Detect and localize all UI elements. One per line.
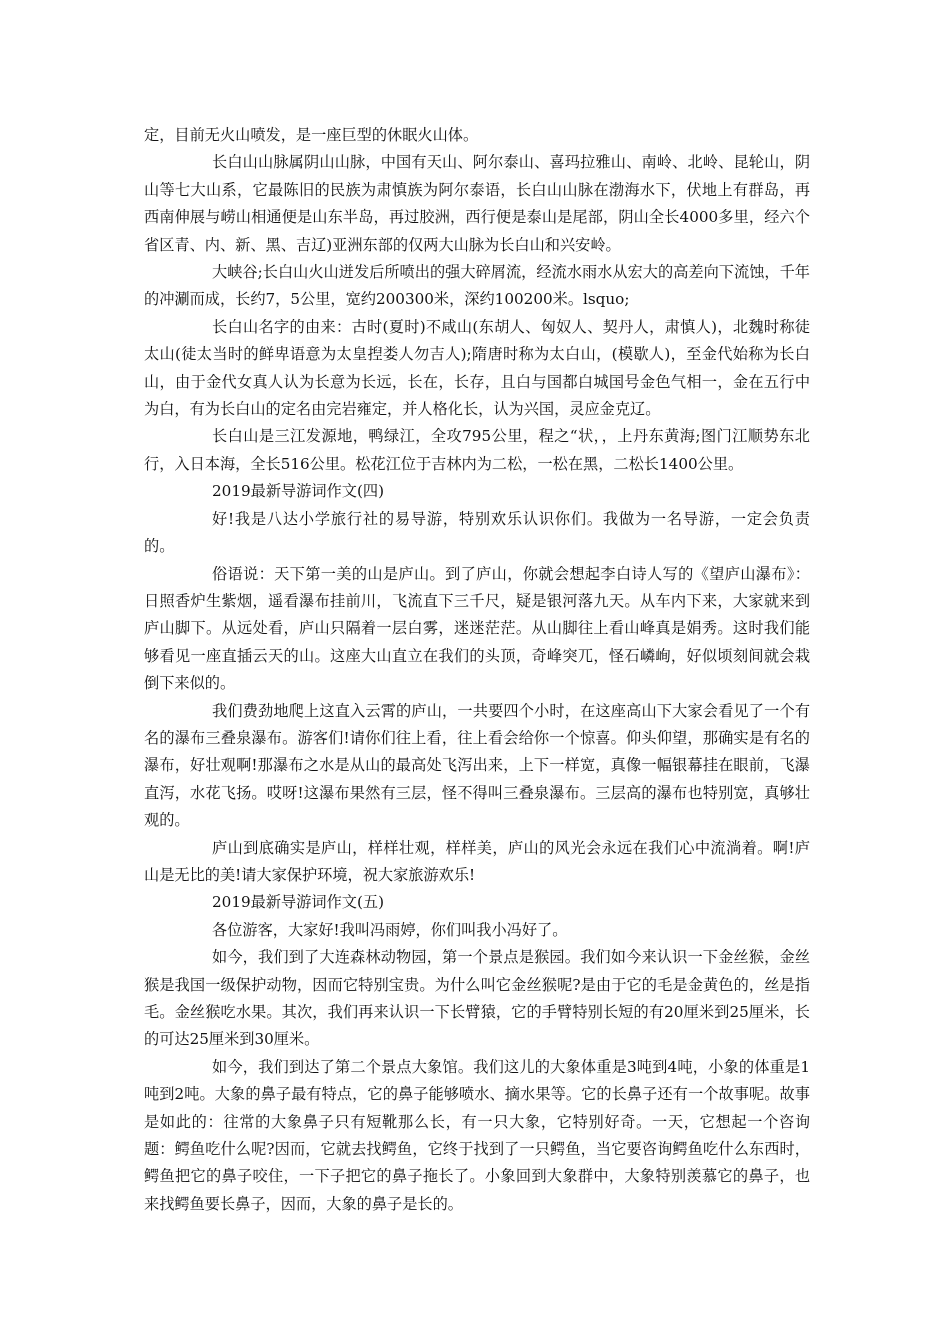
- paragraph-guide-greeting: 好!我是八达小学旅行社的易导游，特别欢乐认识你们。我做为一名导游，一定会负责的。: [144, 509, 810, 556]
- paragraph-elephant-hall: 如今，我们到达了第二个景点大象馆。我们这儿的大象体重是3吨到4吨，小象的体重是1吨到2吨。大象的鼻子最有特点，它的鼻子能够喷水、摘水果等。它的长鼻子还有一个故事呢。故事是如此的：往常的大象鼻子只有短靴那么长，有一只大象，它特别好奇。一天，它想起一个咨询题：鳄鱼吃什么呢?因而，它就去找鳄鱼，它终于找到了一只鳄鱼，当它要咨询鳄鱼吃什么东西时，鳄鱼把它的鼻子咬住，一下子把它的鼻子拖长了。小象回到大象群中，大象特别羡慕它的鼻子，也来找鳄鱼要长鼻子，因而，大象的鼻子是长的。: [144, 1057, 810, 1213]
- document-body: [144, 122, 810, 1218]
- paragraph-three-rivers: 长白山是三江发源地，鸭绿江，全攻795公里，程之“状，，上丹东黄海;图门江顺势东北行，入日本海，全长516公里。松花江位于吉林内为二松，一松在黑，二松长1400公里。: [144, 427, 810, 473]
- paragraph-volcano-dormant: 定，目前无火山喷发，是一座巨型的休眠火山体。: [144, 126, 479, 144]
- paragraph-monkey-garden: 如今，我们到了大连森林动物园，第一个景点是猴园。我们如今来认识一下金丝猴，金丝猴是我国一级保护动物，因而它特别宝贵。为什么叫它金丝猴呢?是由于它的毛是金黄色的，丝是指毛。金丝猴吃水果。其次，我们再来认识一下长臂猿，它的手臂特别长短的有20厘米到25厘米，长的可达25厘米到30厘米。: [144, 948, 810, 1049]
- paragraph-lushan-closing: 庐山到底确实是庐山，样样壮观，样样美，庐山的风光会永远在我们心中流淌着。啊!庐山是无比的美!请大家保护环境，祝大家旅游欢乐!: [144, 838, 810, 884]
- section-heading-four: 2019最新导游词作文(四): [212, 482, 385, 501]
- paragraph-waterfall: 我们费劲地爬上这直入云霄的庐山，一共要四个小时，在这座高山下大家会看见了一个有名的瀑布三叠泉瀑布。游客们!请你们往上看，往上看会给你一个惊喜。仰头仰望，那确实是有名的瀑布，好壮观啊!那瀑布之水是从山的最高处飞泻出来，上下一样宽，真像一幅银幕挂在眼前，飞瀑直泻，水花飞扬。哎呀!这瀑布果然有三层，怪不得叫三叠泉瀑布。三层高的瀑布也特别宽，真够壮观的。: [144, 701, 810, 830]
- paragraph-mountain-ranges: 长白山山脉属阴山山脉，中国有天山、阿尔泰山、喜玛拉雅山、南岭、北岭、昆轮山，阴山等七大山系，它最陈旧的民族为肃慎族为阿尔泰语，长白山山脉在渤海水下，伏地上有群岛，再西南伸展与崂山相通便是山东半岛，再过胶洲，西行便是泰山是尾部，阴山全长4000多里，经六个省区青、内、新、黑、吉辽)亚洲东部的仅两大山脉为长白山和兴安岭。: [144, 153, 810, 254]
- paragraph-grand-canyon: 大峡谷;长白山火山迸发后所喷出的强大碎屑流，经流水雨水从宏大的高差向下流蚀，千年的冲涮而成，长约7，5公里，宽约200300米，深约100200米。lsquo;: [144, 263, 810, 309]
- paragraph-name-origin: 长白山名字的由来：古时(夏时)不咸山(东胡人、匈奴人、契丹人，肃慎人)，北魏时称徒太山(徒太当时的鲜卑语意为太皇揑娄人勿吉人);隋唐时称为太白山，(模歇人)，至金代始称为长白山，由于金代女真人认为长意为长远，长在，长存，且白与国都白城国号金色气相一，金在五行中为白，有为长白山的定名由完岩雍定，并人格化长，认为兴国，灵应金克辽。: [144, 317, 810, 419]
- paragraph-lushan-intro: 俗语说：天下第一美的山是庐山。到了庐山，你就会想起李白诗人写的《望庐山瀑布》：日照香炉生紫烟，遥看瀑布挂前川，飞流直下三千尺，疑是银河落九天。从车内下来，大家就来到庐山脚下。从远处看，庐山只隔着一层白雾，迷迷茫茫。从山脚往上看山峰真是娟秀。这时我们能够看见一座直插云天的山。这座大山直立在我们的头顶，奇峰突兀，怪石嶙峋，好似顷刻间就会栽倒下来似的。: [144, 564, 810, 693]
- section-heading-five: 2019最新导游词作文(五): [212, 893, 385, 912]
- paragraph-zoo-greeting: 各位游客，大家好!我叫冯雨婷，你们叫我小冯好了。: [212, 920, 568, 939]
